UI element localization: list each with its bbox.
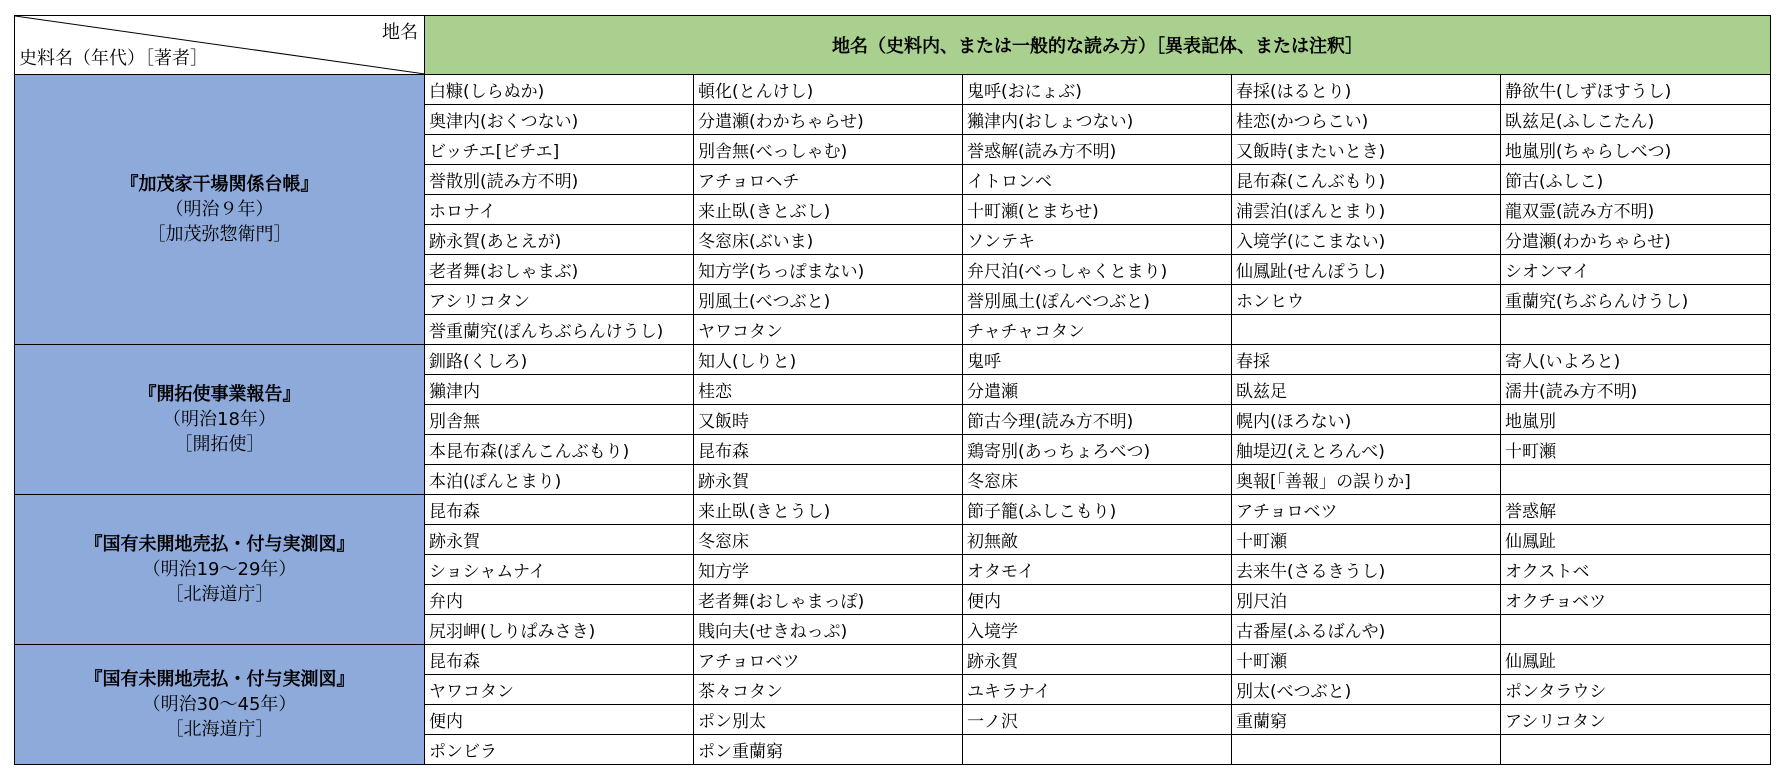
corner-source-label: 史料名（年代）［著者］ xyxy=(19,48,208,69)
place-name-cell: 一ノ沢 xyxy=(963,705,1232,735)
place-name-cell xyxy=(1232,735,1501,765)
place-name-cell: 仙鳳趾(せんぽうし) xyxy=(1232,255,1501,285)
table-row xyxy=(15,495,1771,525)
place-name-cell: 老者舞(おしゃまっぽ) xyxy=(694,585,963,615)
place-name-cell: ポン重蘭窮 xyxy=(694,735,963,765)
place-name-cell: 分遣瀬(わかちゃらせ) xyxy=(694,105,963,135)
place-name-cell: 誉惑解(読み方不明) xyxy=(963,135,1232,165)
place-name-cell: 桂恋(かつらこい) xyxy=(1232,105,1501,135)
place-name-cell: 奥津内(おくつない) xyxy=(425,105,694,135)
place-name-cell xyxy=(1232,315,1501,345)
place-name-cell: 白糠(しらぬか) xyxy=(425,75,694,105)
place-name-cell: 便内 xyxy=(425,705,694,735)
place-name-cell: 鬼呼 xyxy=(963,345,1232,375)
corner-header-cell xyxy=(15,16,425,75)
place-name-cell xyxy=(1501,465,1771,495)
place-name-cell: 賎向夫(せきねっぷ) xyxy=(694,615,963,645)
place-name-cell: 静欲牛(しずほすうし) xyxy=(1501,75,1771,105)
place-name-cell: 尻羽岬(しりぱみさき) xyxy=(425,615,694,645)
place-name-cell: 桂恋 xyxy=(694,375,963,405)
place-name-cell: アチョロベツ xyxy=(694,645,963,675)
table-row xyxy=(15,75,1771,105)
place-name-cell: 昆布森 xyxy=(425,495,694,525)
source-title: 『国有未開地売払・付与実測図』 xyxy=(84,534,355,555)
place-name-cell: 弁内 xyxy=(425,585,694,615)
place-name-cell: 茶々コタン xyxy=(694,675,963,705)
place-name-cell: アシリコタン xyxy=(425,285,694,315)
place-name-cell xyxy=(1501,615,1771,645)
place-name-cell: 鶏寄別(あっちょろべつ) xyxy=(963,435,1232,465)
source-cell xyxy=(15,345,425,495)
place-name-cell: 入境学 xyxy=(963,615,1232,645)
place-name-cell: 跡永賀 xyxy=(425,525,694,555)
place-name-cell: 十町瀬(とまちせ) xyxy=(963,195,1232,225)
place-name-cell: 本昆布森(ぽんこんぶもり) xyxy=(425,435,694,465)
place-name-cell: 濡井(読み方不明) xyxy=(1501,375,1771,405)
place-names-table xyxy=(14,15,1771,765)
place-name-cell: 仙鳳趾 xyxy=(1501,645,1771,675)
place-name-cell: 十町瀬 xyxy=(1232,525,1501,555)
place-name-header: 地名（史料内、または一般的な読み方）［異表記体、または注釈］ xyxy=(425,16,1771,75)
place-name-cell: ヤワコタン xyxy=(694,315,963,345)
place-name-cell xyxy=(1501,315,1771,345)
corner-place-name-label: 地名 xyxy=(382,22,418,43)
place-name-cell: 釧路(くしろ) xyxy=(425,345,694,375)
place-name-cell: 十町瀬 xyxy=(1501,435,1771,465)
place-name-cell: 去来牛(さるきうし) xyxy=(1232,555,1501,585)
source-cell xyxy=(15,495,425,645)
place-name-cell: 別舎無 xyxy=(425,405,694,435)
place-name-cell xyxy=(963,735,1232,765)
place-name-cell: 龍双霊(読み方不明) xyxy=(1501,195,1771,225)
place-name-cell: オタモイ xyxy=(963,555,1232,585)
place-name-cell: 別尺泊 xyxy=(1232,585,1501,615)
place-name-cell: 重蘭究(ちぶらんけうし) xyxy=(1501,285,1771,315)
place-name-cell: 節古(ふしこ) xyxy=(1501,165,1771,195)
place-name-cell: ショシャムナイ xyxy=(425,555,694,585)
source-author: ［加茂弥惣衛門］ xyxy=(147,224,292,245)
place-name-cell: 別舎無(べっしゃむ) xyxy=(694,135,963,165)
place-name-cell: 仙鳳趾 xyxy=(1501,525,1771,555)
header-row xyxy=(15,16,1771,75)
source-author: ［北海道庁］ xyxy=(165,584,274,605)
source-title: 『国有未開地売払・付与実測図』 xyxy=(84,669,355,690)
source-author: ［北海道庁］ xyxy=(165,719,274,740)
table-body xyxy=(15,75,1771,765)
place-name-cell: 寄人(いよろと) xyxy=(1501,345,1771,375)
place-name-cell: 昆布森(こんぶもり) xyxy=(1232,165,1501,195)
place-name-cell: 節古今理(読み方不明) xyxy=(963,405,1232,435)
place-name-cell: 重蘭窮 xyxy=(1232,705,1501,735)
place-name-cell: 昆布森 xyxy=(425,645,694,675)
place-name-cell: アシリコタン xyxy=(1501,705,1771,735)
place-name-cell: 冬窓床 xyxy=(963,465,1232,495)
place-name-cell: 入境学(にこまない) xyxy=(1232,225,1501,255)
table-row xyxy=(15,345,1771,375)
place-name-cell: 臥兹足 xyxy=(1232,375,1501,405)
source-author: ［開拓使］ xyxy=(174,434,265,455)
place-name-cell: 来止臥(きとうし) xyxy=(694,495,963,525)
place-name-cell: 跡永賀(あとえが) xyxy=(425,225,694,255)
place-name-cell: 誉惑解 xyxy=(1501,495,1771,525)
place-name-cell: 分遣瀬(わかちゃらせ) xyxy=(1501,225,1771,255)
place-name-cell: 地嵐別 xyxy=(1501,405,1771,435)
place-name-cell: 知方学 xyxy=(694,555,963,585)
place-name-cell: 初無敵 xyxy=(963,525,1232,555)
place-name-cell xyxy=(1501,735,1771,765)
place-name-cell: シオンマイ xyxy=(1501,255,1771,285)
place-name-cell: 古番屋(ふるばんや) xyxy=(1232,615,1501,645)
place-name-cell: 地嵐別(ちゃらしべつ) xyxy=(1501,135,1771,165)
place-name-cell: ソンテキ xyxy=(963,225,1232,255)
place-name-cell: 誉重蘭究(ぽんちぶらんけうし) xyxy=(425,315,694,345)
place-name-cell: 本泊(ぽんとまり) xyxy=(425,465,694,495)
place-name-cell: ユキラナイ xyxy=(963,675,1232,705)
place-name-cell: 便内 xyxy=(963,585,1232,615)
place-name-cell: ポンビラ xyxy=(425,735,694,765)
place-name-cell: 冬窓床(ぶいま) xyxy=(694,225,963,255)
place-name-cell: 奥報[「善報」の誤りか] xyxy=(1232,465,1501,495)
place-name-cell: 別太(べつぶと) xyxy=(1232,675,1501,705)
source-cell xyxy=(15,75,425,345)
place-name-cell: 又飯時 xyxy=(694,405,963,435)
source-era: （明治19～29年） xyxy=(142,559,297,580)
place-name-cell: ホロナイ xyxy=(425,195,694,225)
place-name-cell: 来止臥(きとぶし) xyxy=(694,195,963,225)
place-name-cell: ポン別太 xyxy=(694,705,963,735)
place-name-cell: イトロンベ xyxy=(963,165,1232,195)
place-name-cell: 別風土(べつぶと) xyxy=(694,285,963,315)
place-name-cell: ホンヒウ xyxy=(1232,285,1501,315)
place-name-cell: ヤワコタン xyxy=(425,675,694,705)
place-name-cell: 幌内(ほろない) xyxy=(1232,405,1501,435)
place-name-cell: 分遣瀬 xyxy=(963,375,1232,405)
place-name-cell: オクストベ xyxy=(1501,555,1771,585)
place-name-cell: チャチャコタン xyxy=(963,315,1232,345)
place-name-cell: 冬窓床 xyxy=(694,525,963,555)
place-name-cell: ビッチエ[ビチエ] xyxy=(425,135,694,165)
place-name-cell: 獺津内 xyxy=(425,375,694,405)
table-row xyxy=(15,645,1771,675)
place-name-cell: 十町瀬 xyxy=(1232,645,1501,675)
place-name-cell: 春採(はるとり) xyxy=(1232,75,1501,105)
place-name-cell: 頓化(とんけし) xyxy=(694,75,963,105)
place-name-cell: アチョロヘチ xyxy=(694,165,963,195)
place-name-cell: 弁尺泊(べっしゃくとまり) xyxy=(963,255,1232,285)
source-era: （明治９年） xyxy=(165,199,274,220)
place-name-cell: 知人(しりと) xyxy=(694,345,963,375)
place-name-cell: ポンタラウシ xyxy=(1501,675,1771,705)
place-name-cell: 鬼呼(おにょぶ) xyxy=(963,75,1232,105)
place-name-cell: 誉別風土(ぽんべつぶと) xyxy=(963,285,1232,315)
place-name-cell: 跡永賀 xyxy=(694,465,963,495)
source-cell xyxy=(15,645,425,765)
place-name-cell: 春採 xyxy=(1232,345,1501,375)
place-name-cell: 跡永賀 xyxy=(963,645,1232,675)
source-title: 『加茂家干場関係台帳』 xyxy=(120,174,319,195)
place-name-cell: 節子籠(ふしこもり) xyxy=(963,495,1232,525)
place-name-cell: アチョロベツ xyxy=(1232,495,1501,525)
source-title: 『開拓使事業報告』 xyxy=(138,384,301,405)
place-name-cell: オクチョベツ xyxy=(1501,585,1771,615)
place-name-cell: 浦雲泊(ぽんとまり) xyxy=(1232,195,1501,225)
place-name-cell: 老者舞(おしゃまぶ) xyxy=(425,255,694,285)
place-name-cell: 舳堤辺(えとろんべ) xyxy=(1232,435,1501,465)
place-name-cell: 獺津内(おしょつない) xyxy=(963,105,1232,135)
source-era: （明治18年） xyxy=(163,409,276,430)
place-name-cell: 臥兹足(ふしこたん) xyxy=(1501,105,1771,135)
source-era: （明治30～45年） xyxy=(142,694,297,715)
place-name-cell: 昆布森 xyxy=(694,435,963,465)
place-name-cell: 誉散別(読み方不明) xyxy=(425,165,694,195)
place-name-cell: 知方学(ちっぽまない) xyxy=(694,255,963,285)
place-name-cell: 又飯時(またいとき) xyxy=(1232,135,1501,165)
